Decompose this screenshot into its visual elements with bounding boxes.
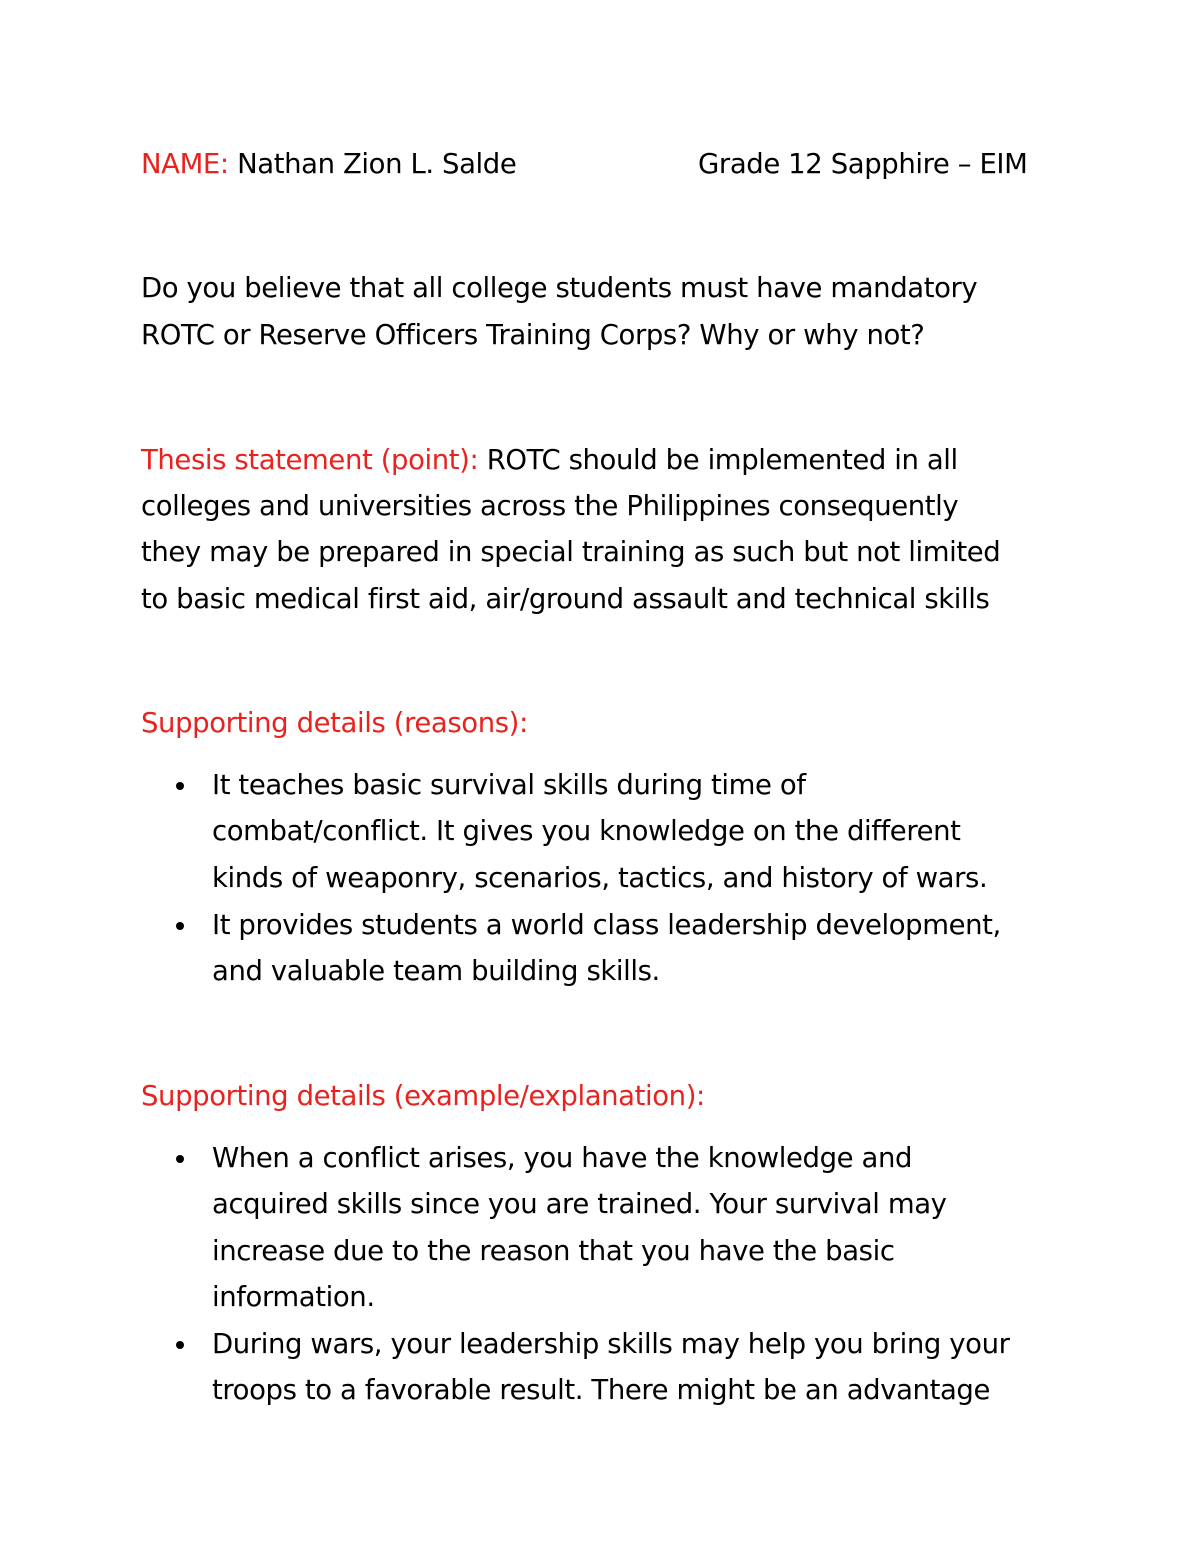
bullet-icon [176, 782, 184, 790]
thesis-line-2: colleges and universities across the Philippines consequently [141, 490, 959, 522]
question-line-1: Do you believe that all college students must have mandatory [141, 272, 978, 304]
example-1-line-2: acquired skills since you are trained. Your survival may [212, 1188, 947, 1220]
reasons-heading: Supporting details (reasons): [141, 707, 528, 739]
reason-2-line-1: It provides students a world class leadership development, [212, 909, 1001, 941]
bullet-icon [176, 1155, 184, 1163]
bullet-icon [176, 1341, 184, 1349]
thesis-label: Thesis statement (point): [141, 444, 479, 476]
reason-2-line-2: and valuable team building skills. [212, 955, 660, 987]
student-name-line [141, 148, 517, 180]
example-2-line-1: During wars, your leadership skills may help you bring your [212, 1328, 1010, 1360]
thesis-line-3: they may be prepared in special training as such but not limited [141, 536, 1001, 568]
example-1-line-4: information. [212, 1281, 375, 1313]
example-1-line-3: increase due to the reason that you have the basic [212, 1235, 895, 1267]
example-2-line-2: troops to a favorable result. There might be an advantage [212, 1374, 990, 1406]
student-name: Nathan Zion L. Salde [228, 148, 517, 180]
bullet-icon [176, 922, 184, 930]
example-1-line-1: When a conflict arises, you have the knowledge and [212, 1142, 913, 1174]
name-label: NAME: [141, 148, 229, 180]
question-line-2: ROTC or Reserve Officers Training Corps? Why or why not? [141, 319, 925, 351]
reason-1-line-3: kinds of weaponry, scenarios, tactics, and history of wars. [212, 862, 988, 894]
reason-1-line-2: combat/conflict. It gives you knowledge on the different [212, 815, 961, 847]
thesis-line-1 [141, 444, 958, 476]
reason-1-line-1: It teaches basic survival skills during time of [212, 769, 806, 801]
thesis-line-4: to basic medical first aid, air/ground assault and technical skills [141, 583, 990, 615]
thesis-text-start: ROTC should be implemented in all [478, 444, 958, 476]
grade-section: Grade 12 Sapphire – EIM [698, 148, 1028, 180]
examples-heading: Supporting details (example/explanation): [141, 1080, 705, 1112]
